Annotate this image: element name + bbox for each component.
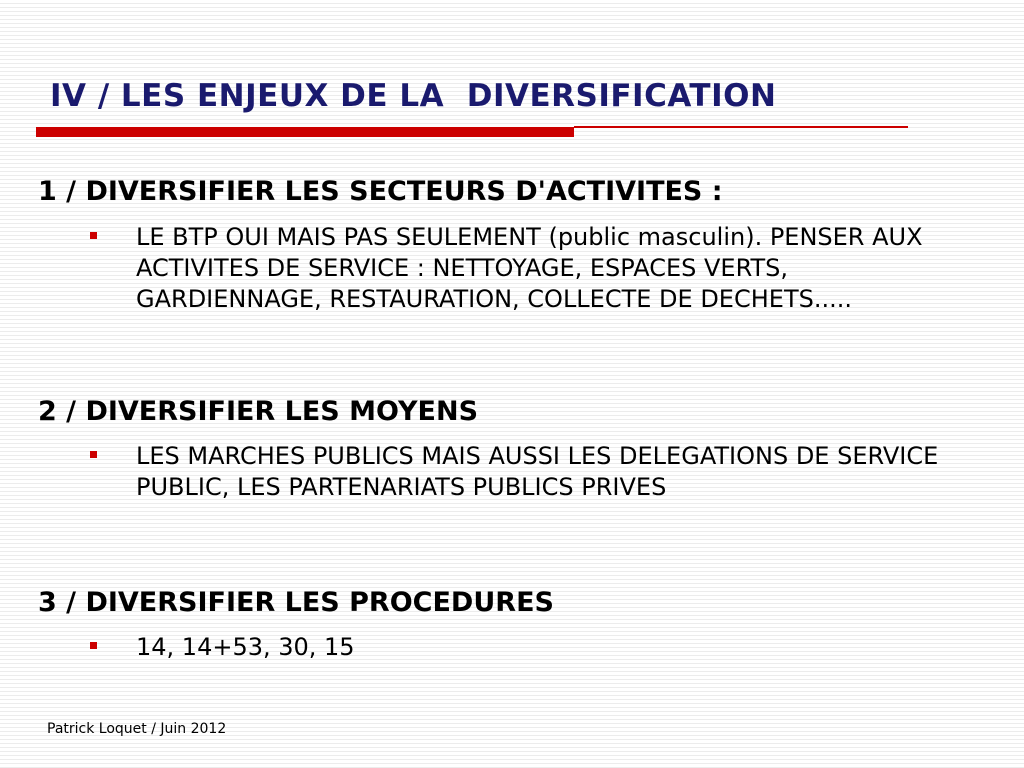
section-heading-3: 3 / DIVERSIFIER LES PROCEDURES <box>38 587 554 618</box>
bullet-text-3: 14, 14+53, 30, 15 <box>136 633 355 661</box>
section-heading-2: 2 / DIVERSIFIER LES MOYENS <box>38 396 479 427</box>
bullet-text-2: LES MARCHES PUBLICS MAIS AUSSI LES DELEGATIONS DE SERVICE PUBLIC, LES PARTENARIATS PUBLICS PRIVES <box>136 442 939 501</box>
square-bullet-icon <box>90 451 97 458</box>
footer-author-date: Patrick Loquet / Juin 2012 <box>47 721 227 737</box>
square-bullet-icon <box>90 642 97 649</box>
section-heading-1: 1 / DIVERSIFIER LES SECTEURS D'ACTIVITES : <box>38 176 723 207</box>
bullet-text-1: LE BTP OUI MAIS PAS SEULEMENT (public masculin). PENSER AUX ACTIVITES DE SERVICE : NETTOYAGE, ESPACES VERTS, GARDIENNAGE, RESTAURATION, COLLECTE DE DECHETS..... <box>136 223 923 313</box>
title-underline-thin <box>574 126 908 128</box>
title-underline-thick <box>36 127 574 137</box>
section-2-bullet <box>90 441 970 503</box>
square-bullet-icon <box>90 232 97 239</box>
section-1-bullet <box>90 222 970 315</box>
slide-title: IV / LES ENJEUX DE LA DIVERSIFICATION <box>50 78 777 114</box>
section-3-bullet <box>90 632 970 663</box>
